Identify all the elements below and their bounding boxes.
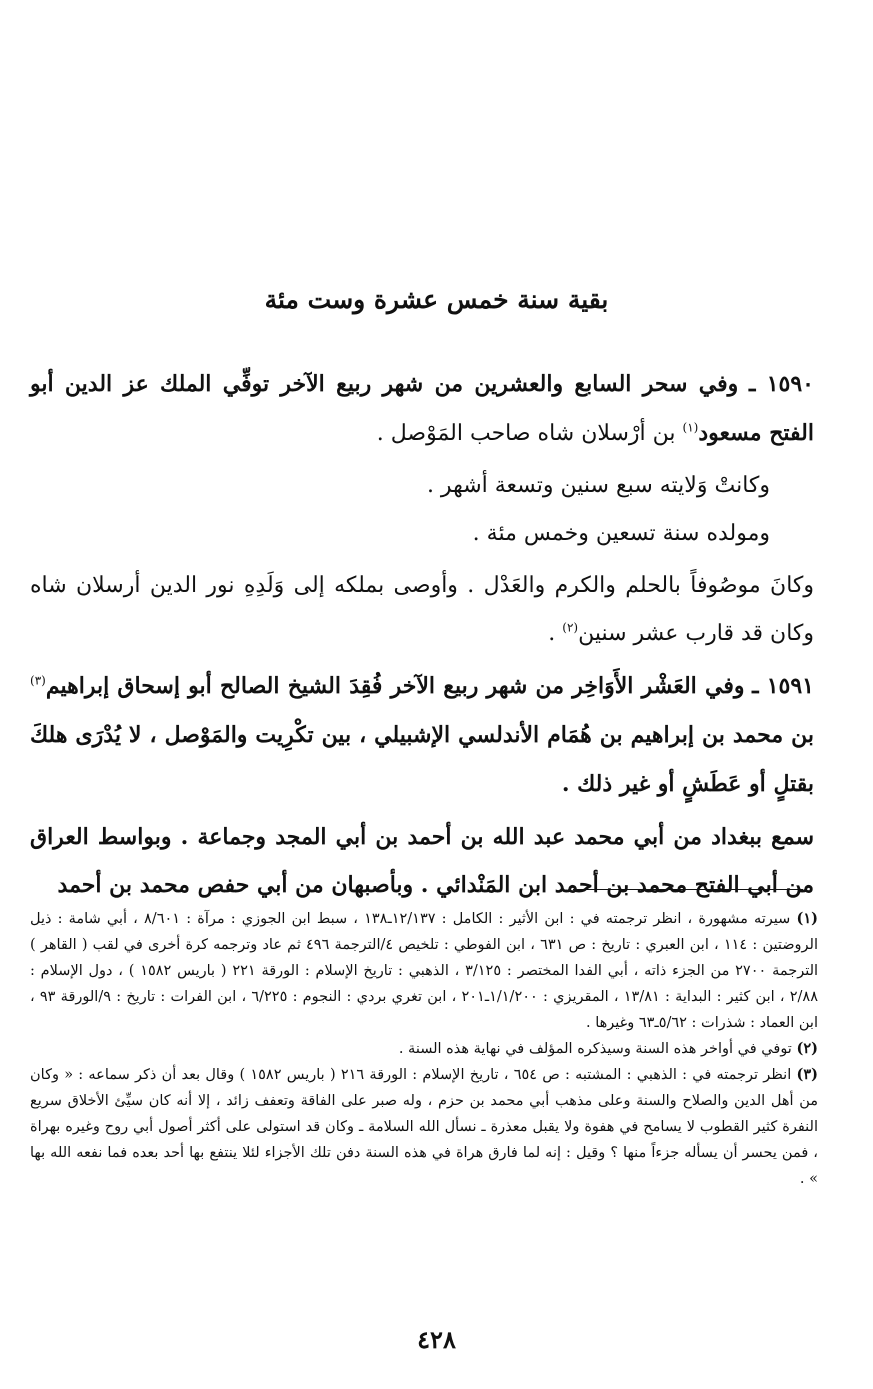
entry-1590-birth: ومولده سنة تسعين وخمس مئة . — [472, 521, 770, 546]
main-text — [30, 360, 814, 909]
entry-1591-paragraph — [30, 662, 814, 809]
entry-1590-paragraph — [30, 360, 814, 458]
page-heading: بقية سنة خمس عشرة وست مئة — [264, 285, 609, 314]
footnote-3-text: انظر ترجمته في : الذهبي : المشتبه : ص ٦٥٤ ، تاريخ الإسلام : الورقة ٢١٦ ( باريس ١٥٨٢ ) وقال بعد أن ذكر سماعه : « وكان من أهل الدين والصلاح والسنة وعلى مذهب أبي محمد بن حزم ، وله صبر على الفاقة وتعفف زائد ، إلا أنه كان سيِّئ الأخلاق سريع النفرة كثير القطوب لا يسامح في هفوة ولا يقبل معذرة ـ نسأل الله السلامة ـ وكان قد استولى على أكثر أصول أبي روح وغيره بهراة ، فمن يحسر أن يسأله جزءاً منها ؟ وقيل : إنه لما فارق هراة في هذه السنة دفن تلك الأجزاء لئلا ينتفع بها أحد بعده فما نفعه الله بها » . — [30, 1067, 818, 1187]
footnote-separator — [573, 889, 803, 890]
entry-1591-text: وفي العَشْر الأَوَاخِر من شهر ربيع الآخر فُقِدَ الشيخ الصالح أبو إسحاق إبراهيم — [45, 673, 745, 699]
footnote-2-mark: (٢) — [796, 1040, 818, 1057]
footnote-ref-1: (١) — [682, 420, 699, 435]
entry-1590-text: وفي سحر السابع والعشرين من شهر ربيع الآخر توفِّي الملك عز الدين أبو الفتح مسعود — [30, 371, 814, 446]
entry-1591-teachers: سمع ببغداد من أبي محمد عبد الله بن أحمد بن أبي المجد وجماعة . وبواسط العراق من أبي الفتح محمد بن أحمد ابن المَنْدائي . وبأصبهان من أبي حفص محمد بن أحمد — [30, 824, 814, 898]
page-number: ٤٢٨ — [417, 1325, 456, 1354]
footnotes — [30, 906, 818, 1192]
footnote-3-mark: (٣) — [796, 1066, 819, 1083]
footnote-2-text: توفي في أواخر هذه السنة وسيذكره المؤلف في نهاية هذه السنة . — [398, 1041, 792, 1057]
footnote-2 — [30, 1036, 818, 1062]
entry-1590-number: ١٥٩٠ ـ — [748, 371, 814, 397]
entry-1590-description — [30, 562, 814, 658]
footnote-ref-2: (٢) — [562, 620, 579, 635]
entry-1591-number: ١٥٩١ ـ — [752, 673, 814, 699]
footnote-1-text: سيرته مشهورة ، انظر ترجمته في : ابن الأثير : الكامل : ١٢/١٣٧ـ١٣٨ ، سبط ابن الجوزي : مرآة : ٨/٦٠١ ، أبي شامة : ذيل الروضتين : ١١٤ ، ابن العبري : تاريخ : ص ٦٣١ ، ابن الفوطي : تلخيص ٤/الترجمة ٤٩٦ ثم عاد وترجمه كرة أخرى في لقب ( القاهر ) الترجمة ٢٧٠٠ من الجزء ذاته ، أبي الفدا المختصر : ٣/١٢٥ ، الذهبي : تاريخ الإسلام : الورقة ٢٢١ ( باريس ١٥٨٢ ) ، دول الإسلام : ٢/٨٨ ، ابن كثير : البداية : ١٣/٨١ ، المقريزي : ١/١/٢٠٠ـ٢٠١ ، ابن تغري بردي : النجوم : ٦/٢٢٥ ، ابن الفرات : تاريخ : ٩/الورقة ٩٣ ، ابن العماد : شذرات : ٥/٦٢ـ٦٣ وغيرها . — [30, 911, 819, 1031]
footnote-1 — [30, 906, 818, 1036]
entry-1590-reign: وكانتْ وَلايته سبع سنين وتسعة أشهر . — [426, 473, 770, 498]
footnote-3 — [30, 1062, 818, 1192]
entry-1590-text-end: بن أرْسلان شاه صاحب المَوْصل . — [376, 421, 676, 446]
footnote-1-mark: (١) — [796, 910, 819, 927]
entry-1590-description-end: . — [548, 621, 556, 646]
footnote-ref-3: (٣) — [30, 673, 46, 688]
entry-1591-text-cont: بن محمد بن إبراهيم بن هُمَام الأندلسي الإشبيلي ، بين تكْرِيت والمَوْصل ، لا يُدْرَى هلكَ بقتلٍ أو عَطَشٍ أو غير ذلك . — [30, 722, 814, 797]
entry-1590-description-text: وكانَ موصُوفاً بالحلم والكرم والعَدْل . وأوصى بملكه إلى وَلَدِهِ نور الدين أرسلان شاه وكان قد قارب عشر سنين — [30, 573, 814, 646]
